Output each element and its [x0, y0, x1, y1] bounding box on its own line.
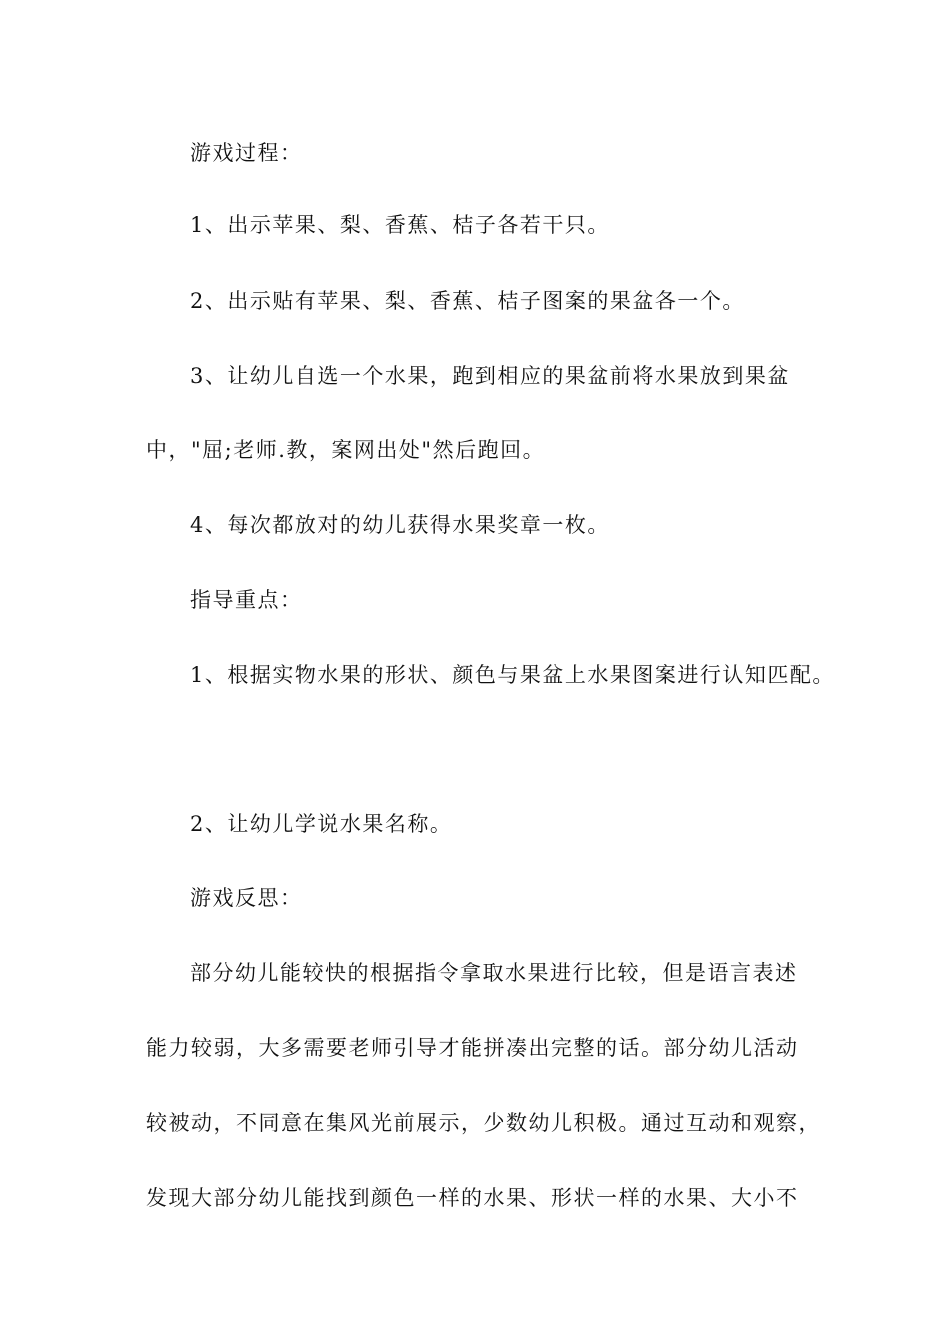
step-3-text-line-1: 3、让幼儿自选一个水果，跑到相应的果盆前将水果放到果盆 — [190, 364, 790, 388]
heading-guidance-points: 指导重点： — [190, 588, 303, 612]
heading-game-reflection: 游戏反思： — [190, 886, 303, 910]
guidance-1-text: 1、根据实物水果的形状、颜色与果盆上水果图案进行认知匹配。 — [190, 663, 835, 687]
reflection-text-line-3: 较被动，不同意在集风光前展示，少数幼儿积极。通过互动和观察， — [146, 1111, 821, 1135]
reflection-text-line-4: 发现大部分幼儿能找到颜色一样的水果、形状一样的水果、大小不 — [146, 1186, 799, 1210]
step-1-text: 1、出示苹果、梨、香蕉、桔子各若干只。 — [190, 213, 610, 237]
step-3-text-line-2: 中，"屈;老师.教，案网出处"然后跑回。 — [146, 438, 546, 462]
step-4-text: 4、每次都放对的幼儿获得水果奖章一枚。 — [190, 513, 610, 537]
reflection-text-line-2: 能力较弱，大多需要老师引导才能拼凑出完整的话。部分幼儿活动 — [146, 1036, 799, 1060]
step-2-text: 2、出示贴有苹果、梨、香蕉、桔子图案的果盆各一个。 — [190, 289, 745, 313]
heading-game-process: 游戏过程： — [190, 141, 303, 165]
guidance-2-text: 2、让幼儿学说水果名称。 — [190, 812, 453, 836]
reflection-text-line-1: 部分幼儿能较快的根据指令拿取水果进行比较，但是语言表述 — [190, 961, 798, 985]
